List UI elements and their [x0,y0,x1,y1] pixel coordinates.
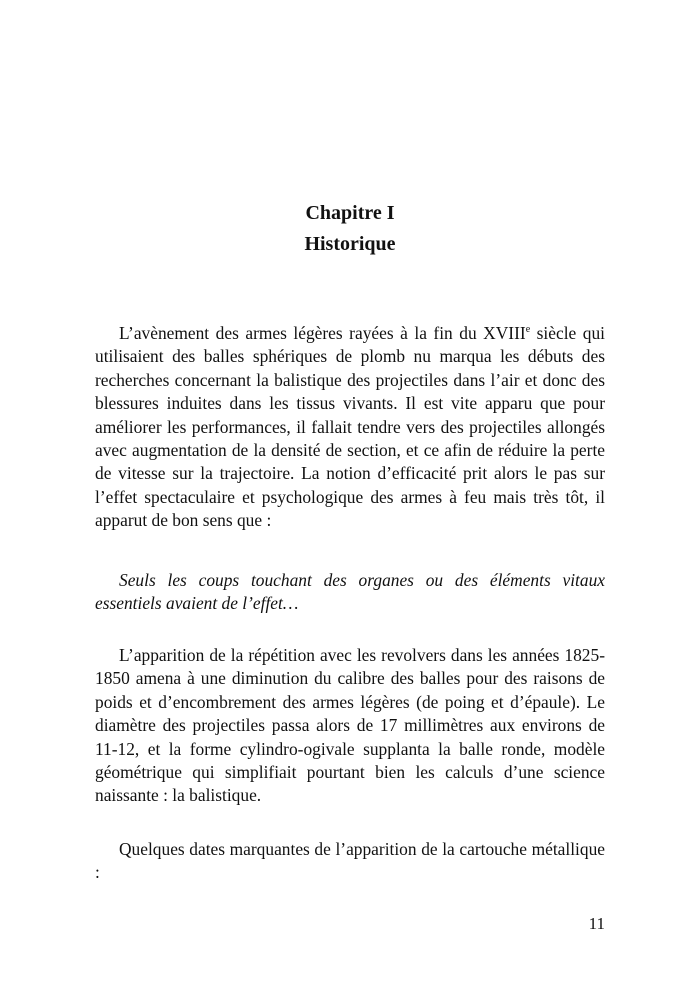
paragraph-4 [95,838,605,885]
paragraph-1 [95,322,605,533]
paragraph-1-text-start: L’avènement des armes légères rayées à la fin du XVIII [119,323,526,343]
paragraph-3 [95,644,605,808]
paragraph-1-text-end: siècle qui utilisaient des balles sphériques de plomb nu marqua les débuts des recherches concernant la balistique des projectiles dans l’air et donc des blessures induites dans les tissus vivants. Il est vite apparu que pour améliorer les performances, il fallait tendre vers des projectiles allongés avec augmentation de la densité de section, et ce afin de réduire la perte de vitesse sur la trajectoire. La notion d’efficacité prit alors le pas sur l’effet spectaculaire et psychologique des armes à feu mais très tôt, il apparut de bon sens que : [95,323,605,531]
quote-paragraph [95,569,605,616]
quote-text: Seuls les coups touchant des organes ou des éléments vitaux essentiels avaient de l’effet… [95,570,605,614]
paragraph-4-text: Quelques dates marquantes de l’apparition de la cartouche métallique : [95,839,605,883]
chapter-title: Historique [304,233,396,255]
paragraph-3-text: L’apparition de la répétition avec les revolvers dans les années 1825-1850 amena à une diminution du calibre des balles pour des raisons de poids et d’encombrement des armes légères (de poing et d’épaule). Le diamètre des projectiles passa alors de 17 millimètres aux environs de 11-12, et la forme cylindro-ogivale supplanta la balle ronde, modèle géométrique qui simplifiait pourtant bien les calculs d’une science naissante : la balistique. [95,645,605,806]
chapter-heading [0,198,700,260]
chapter-number: Chapitre I [305,202,395,224]
page-number: 11 [588,914,605,933]
century-superscript: e [525,324,531,335]
